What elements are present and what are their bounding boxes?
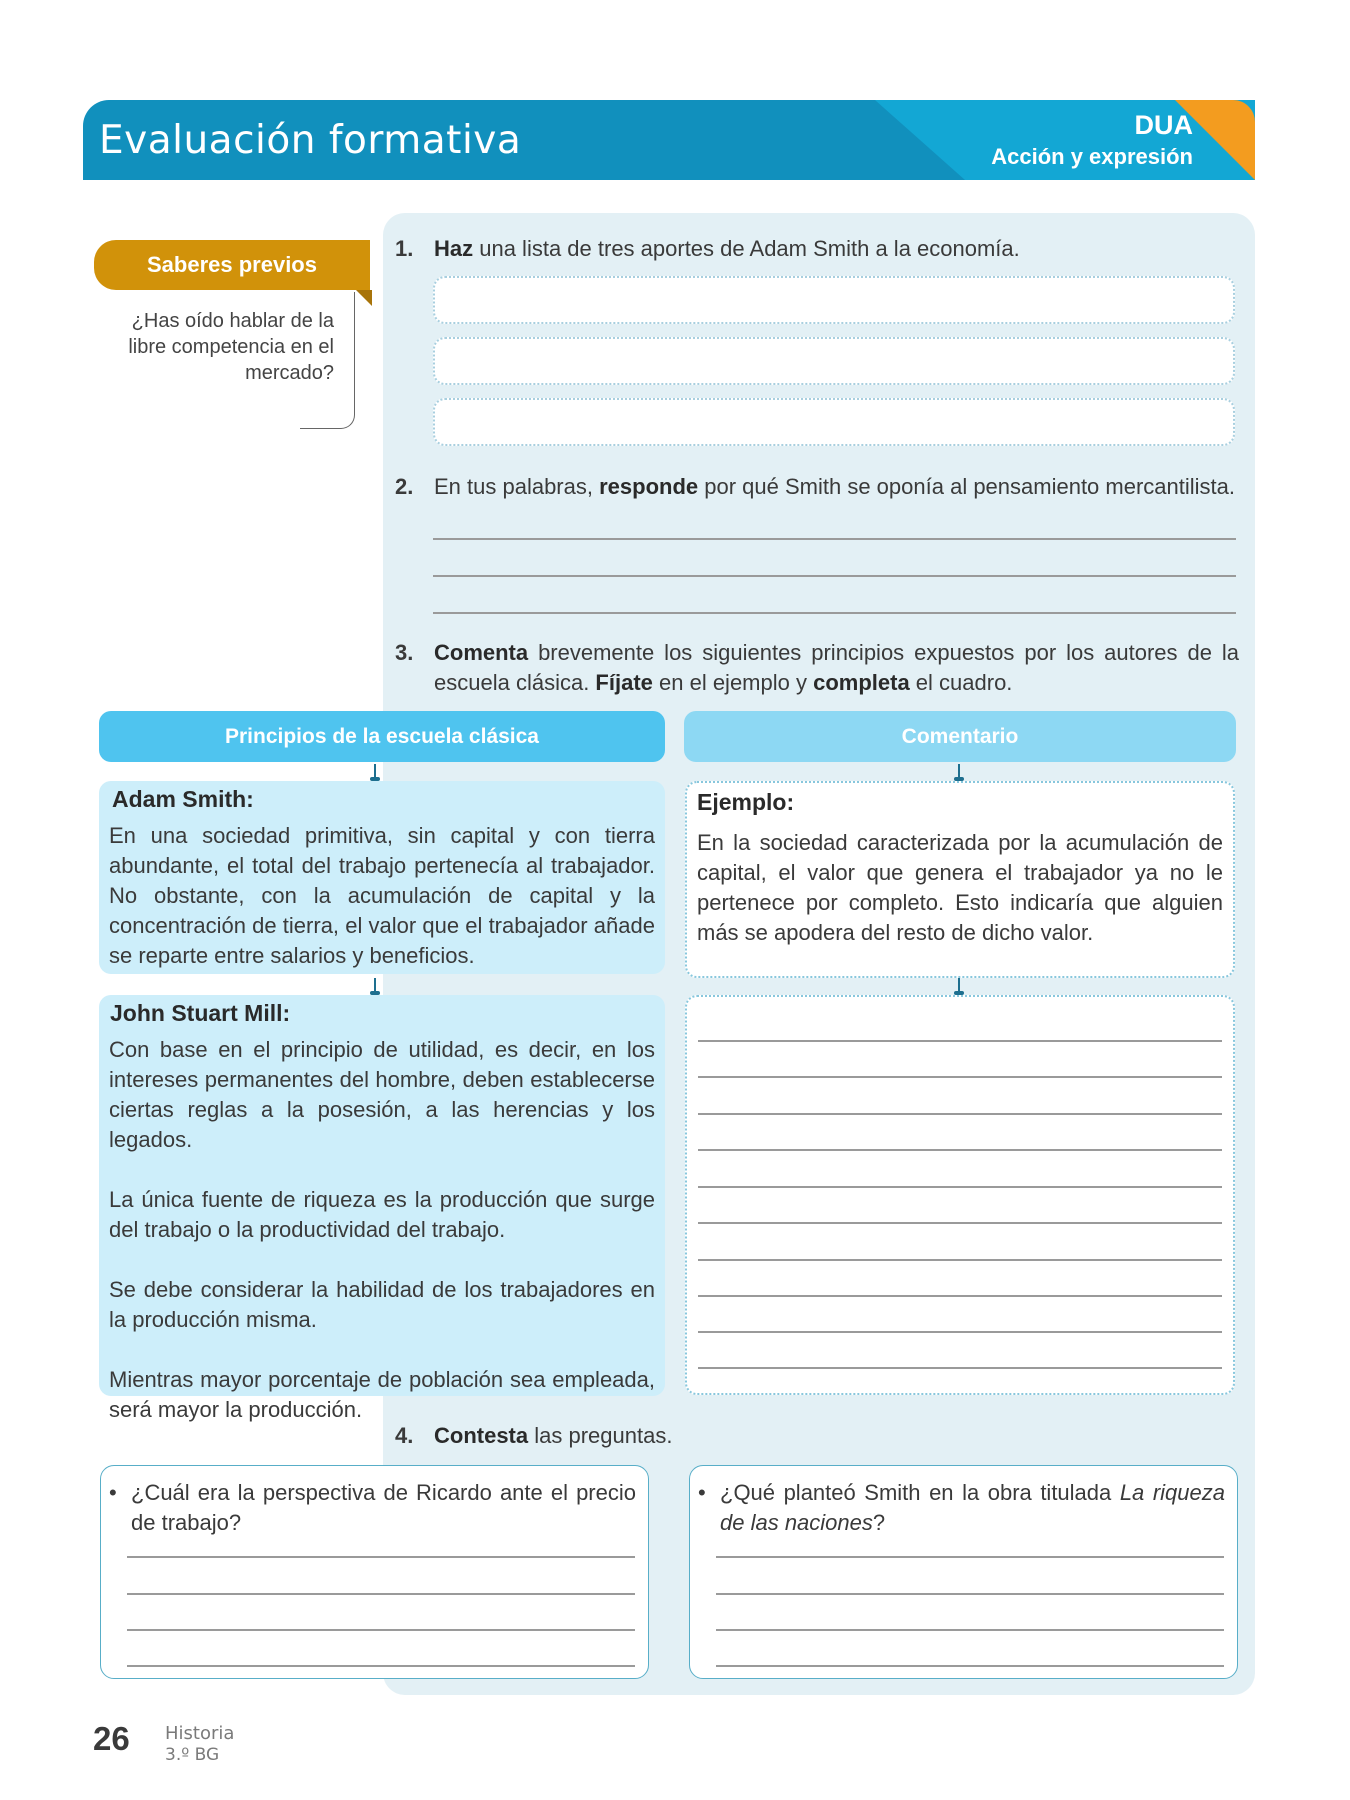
comment-cell-answer[interactable]	[685, 995, 1235, 1395]
answer-line[interactable]	[433, 612, 1236, 614]
answer-line[interactable]	[698, 1186, 1222, 1188]
answer-line[interactable]	[716, 1556, 1224, 1558]
footer-subject: Historia	[165, 1723, 235, 1744]
principle-author: Adam Smith:	[112, 786, 254, 812]
connector-pin	[374, 978, 376, 992]
q4-left-box	[100, 1465, 649, 1679]
answer-line[interactable]	[433, 575, 1236, 577]
q4-right-box	[689, 1465, 1238, 1679]
answer-line[interactable]	[698, 1367, 1222, 1369]
answer-line[interactable]	[698, 1259, 1222, 1261]
principle-cell-mill	[99, 995, 665, 1422]
dua-title: DUA	[1134, 110, 1193, 140]
answer-line[interactable]	[716, 1593, 1224, 1595]
question-verb: Contesta	[434, 1423, 529, 1448]
answer-line[interactable]	[127, 1665, 635, 1667]
example-label: Ejemplo:	[697, 789, 795, 815]
section-header	[83, 100, 1255, 180]
answer-line[interactable]	[127, 1593, 635, 1595]
question-number: 4.	[395, 1423, 414, 1448]
answer-field-1[interactable]	[433, 276, 1235, 324]
question-number: 3.	[395, 640, 414, 665]
answer-line[interactable]	[698, 1076, 1222, 1078]
question-number: 1.	[395, 236, 414, 261]
question-text: una lista de tres aportes de Adam Smith a la economía.	[473, 236, 1020, 261]
table-header-comment: Comentario	[684, 711, 1236, 762]
comment-cell-example	[685, 781, 1235, 978]
section-title: Evaluación formativa	[99, 118, 522, 163]
answer-line[interactable]	[698, 1222, 1222, 1224]
dua-subtitle: Acción y expresión	[991, 144, 1193, 169]
question-verb: Haz	[434, 236, 474, 261]
answer-field-2[interactable]	[433, 337, 1235, 385]
question-verb: responde	[599, 474, 699, 499]
page-number: 26	[93, 1720, 130, 1757]
principle-cell-smith	[99, 781, 665, 974]
footer-level: 3.º BG	[165, 1745, 220, 1765]
principle-author: John Stuart Mill:	[110, 1000, 291, 1026]
answer-line[interactable]	[127, 1556, 635, 1558]
saberes-previos-box	[130, 292, 355, 429]
question-number: 2.	[395, 474, 414, 499]
connector-pin	[958, 978, 960, 992]
q4-right-question: • ¿Qué planteó Smith en la obra titulada La riqueza de las naciones?	[720, 1478, 1225, 1538]
answer-line[interactable]	[433, 538, 1236, 540]
example-text: En la sociedad caracterizada por la acumulación de capital, el valor que genera el trabajador ya no le pertenece por completo. Esto indicaría que alguien más se apodera del resto de dicho valor.	[697, 830, 1223, 945]
connector-pin	[374, 764, 376, 778]
answer-line[interactable]	[698, 1040, 1222, 1042]
table-header-principles: Principios de la escuela clásica	[99, 711, 665, 762]
saberes-previos-question: ¿Has oído hablar de la libre competencia en el mercado?	[128, 310, 334, 384]
answer-field-3[interactable]	[433, 398, 1235, 446]
connector-pin	[958, 764, 960, 778]
saberes-previos-tab: Saberes previos	[94, 240, 370, 290]
answer-line[interactable]	[698, 1331, 1222, 1333]
answer-line[interactable]	[127, 1629, 635, 1631]
answer-line[interactable]	[698, 1113, 1222, 1115]
q4-left-question: • ¿Cuál era la perspectiva de Ricardo ante el precio de trabajo?	[131, 1478, 636, 1538]
principle-text: Con base en el principio de utilidad, es decir, en los intereses permanentes del hombre, deben establecerse ciertas reglas a la posesión, a las herencias y los legados. La única fuente de riqueza es la producción que surge del trabajo o la productividad del trabajo. Se debe considerar la habilidad de los trabajadores en la producción misma. Mientras mayor porcentaje de población sea empleada, será mayor la producción.	[109, 1037, 655, 1422]
principle-text: En una sociedad primitiva, sin capital y con tierra abundante, el total del trabajo pertenecía al trabajador. No obstante, con la acumulación de capital y la concentración de tierra, el valor que el trabajador añade se reparte entre salarios y beneficios.	[109, 823, 655, 968]
book-title: La riqueza de las naciones	[720, 1480, 1225, 1535]
answer-line[interactable]	[716, 1629, 1224, 1631]
answer-line[interactable]	[716, 1665, 1224, 1667]
answer-line[interactable]	[698, 1149, 1222, 1151]
answer-line[interactable]	[698, 1295, 1222, 1297]
